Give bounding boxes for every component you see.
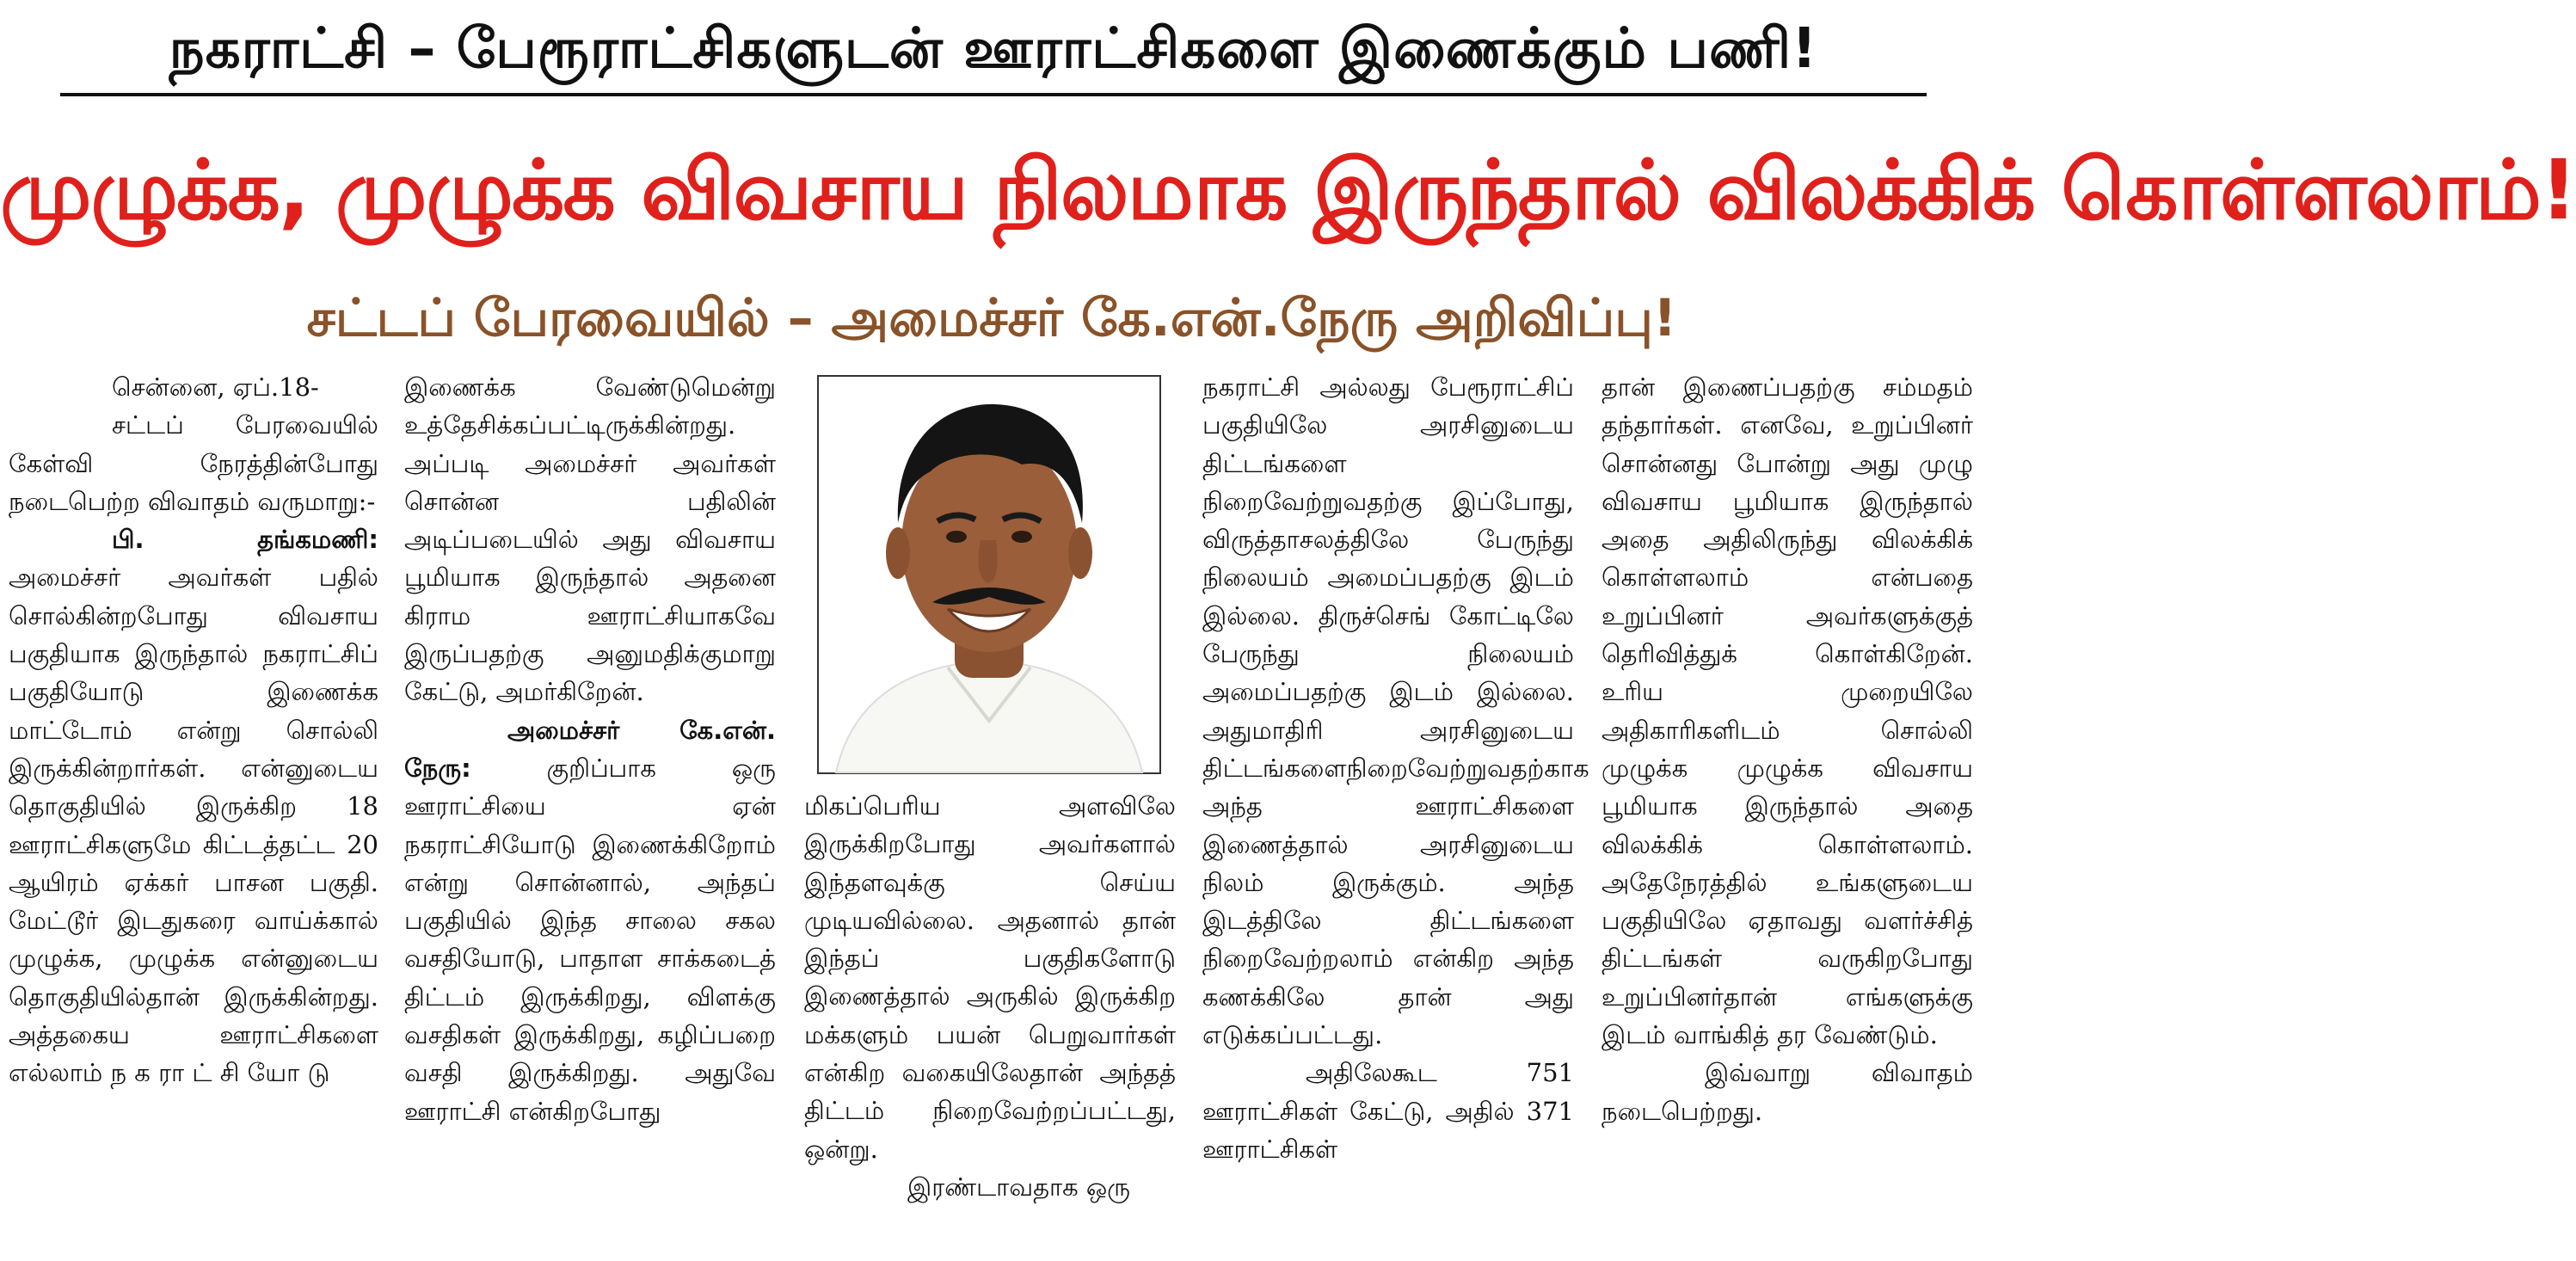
speech-text: இரண்டாவதாக ஒரு [907,1172,1131,1202]
speech-text: நகராட்சி அல்லது பேரூராட்சிப் பகுதியிலே அரசினுடைய திட்டங்களை நிறைவேற்றுவதற்கு இப்போது, விருத்தாசலத்திலே பேருந்து நிலையம் அமைப்பதற்கு இடம் இல்லை. திருச்செங் கோட்டிலே பேருந்து நிலையம் அமைப்பதற்கு இடம் இல்லை. அதுமாதிரி அரசினுடைய திட்டங்களைநிறைவேற்றுவதற்காக அந்த ஊராட்சிகளை இணைத்தால் அரசினுடைய நிலம் இருக்கும். அந்த இடத்திலே திட்டங்களை நிறைவேற்றலாம் என்கிற அந்த கணக்கிலே தான் அது எடுக்கப்பட்டது. [1202,372,1589,1050]
speech-text: அமைச்சர் அவர்கள் பதில் சொல்கின்றபோது விவசாய பகுதியாக இருந்தால் நகராட்சிப் பகுதியோடு இணைக்க மாட்டோம் என்று சொல்லி இருக்கின்றார்கள். என்னுடைய தொகுதியில் இருக்கிற 18 ஊராட்சிகளுமே கிட்டத்தட்ட 20 ஆயிரம் ஏக்கர் பாசன பகுதி. மேட்டூர் இடதுகரை வாய்க்கால் முழுக்க, முழுக்க என்னுடைய தொகுதியில்தான் இருக்கின்றது. அத்தகைய ஊராட்சிகளை எல்லாம் ந க ரா ட் சி யோ டு [9,563,378,1088]
dateline: சென்னை, ஏப்.18- [112,372,319,402]
speech-paragraph [404,711,776,1130]
portrait-icon [819,377,1159,772]
article-column-3 [804,787,1176,1252]
sub-headline: சட்டப் பேரவையில் – அமைச்சர் கே.என்.நேரு அறிவிப்பு! [306,288,1677,348]
speech-text: இணைக்க வேண்டுமென்று உத்தேசிக்கப்பட்டிருக்கின்றது. அப்படி அமைச்சர் அவர்கள் சொன்ன பதிலின் அடிப்படையில் அது விவசாய பூமியாக இருந்தால் அதனை கிராம ஊராட்சியாகவே இருப்பதற்கு அனுமதிக்குமாறு கேட்டு, அமர்கிறேன். [404,372,776,707]
speech-text: அதிலேகூட 751 ஊராட்சிகள் கேட்டு, அதில் 371 ஊராட்சிகள் [1202,1058,1574,1164]
speech-text: குறிப்பாக ஒரு ஊராட்சியை ஏன் நகராட்சியோடு இணைக்கிறோம் என்று சொன்னால், அந்தப் பகுதியில் இந்த சாலை சகல வசதியோடு, பாதாள சாக்கடைத் திட்டம் இருக்கிறது, விளக்கு வசதிகள் இருக்கிறது, கழிப்பறை வசதி இருக்கிறது. அதுவே ஊராட்சி என்கிறபோது [404,753,777,1126]
speaker-name-thangamani: பி. தங்கமணி: [112,525,378,555]
closing-line: இவ்வாறு விவாதம் நடைபெற்றது. [1602,1058,1973,1126]
kicker-divider [60,93,1927,96]
article-column-1 [9,368,378,1254]
speech-paragraph [9,520,378,1092]
speech-text: தான் இணைப்பதற்கு சம்மதம் தந்தார்கள். எனவே, உறுப்பினர் சொன்னது போன்று அது முழு விவசாய பூமியாக இருந்தால் அதை அதிலிருந்து விலக்கிக் கொள்ளலாம் என்பதை உறுப்பினர் அவர்களுக்குத் தெரிவித்துக் கொள்கிறேன். உரிய முறையிலே அதிகாரிகளிடம் சொல்லி முழுக்க முழுக்க விவசாய பூமியாக இருந்தால் அதை விலக்கிக் கொள்ளலாம். அதேநேரத்தில் உங்களுடைய பகுதியிலே ஏதாவது வளர்ச்சித் திட்டங்கள் வருகிறபோது உறுப்பினர்தான் எங்களுக்கு இடம் வாங்கித் தர வேண்டும். [1602,372,1973,1050]
kicker-headline: நகராட்சி – பேரூராட்சிகளுடன் ஊராட்சிகளை இணைக்கும் பணி! [169,17,1818,81]
speaker-name-nehru: அமைச்சர் கே.என். நேரு: [404,715,776,783]
article-intro: சட்டப் பேரவையில் கேள்வி நேரத்தின்போது நடைபெற்ற விவாதம் வருமாறு:- [9,410,378,516]
minister-photo [817,375,1161,774]
article-column-2 [404,368,776,1254]
main-headline: முழுக்க, முழுக்க விவசாய நிலமாக இருந்தால் விலக்கிக் கொள்ளலாம்! [0,142,2576,238]
article-column-5 [1602,368,1973,1254]
speech-text: மிகப்பெரிய அளவிலே இருக்கிறபோது அவர்களால் இந்தளவுக்கு செய்ய முடியவில்லை. அதனால் தான் இந்தப் பகுதிகளோடு இணைத்தால் அருகில் இருக்கிற மக்களும் பயன் பெறுவார்கள் என்கிற வகையிலேதான் அந்தத் திட்டம் நிறைவேற்றப்பட்டது, ஒன்று. [804,791,1176,1164]
article-column-4 [1202,368,1589,1254]
